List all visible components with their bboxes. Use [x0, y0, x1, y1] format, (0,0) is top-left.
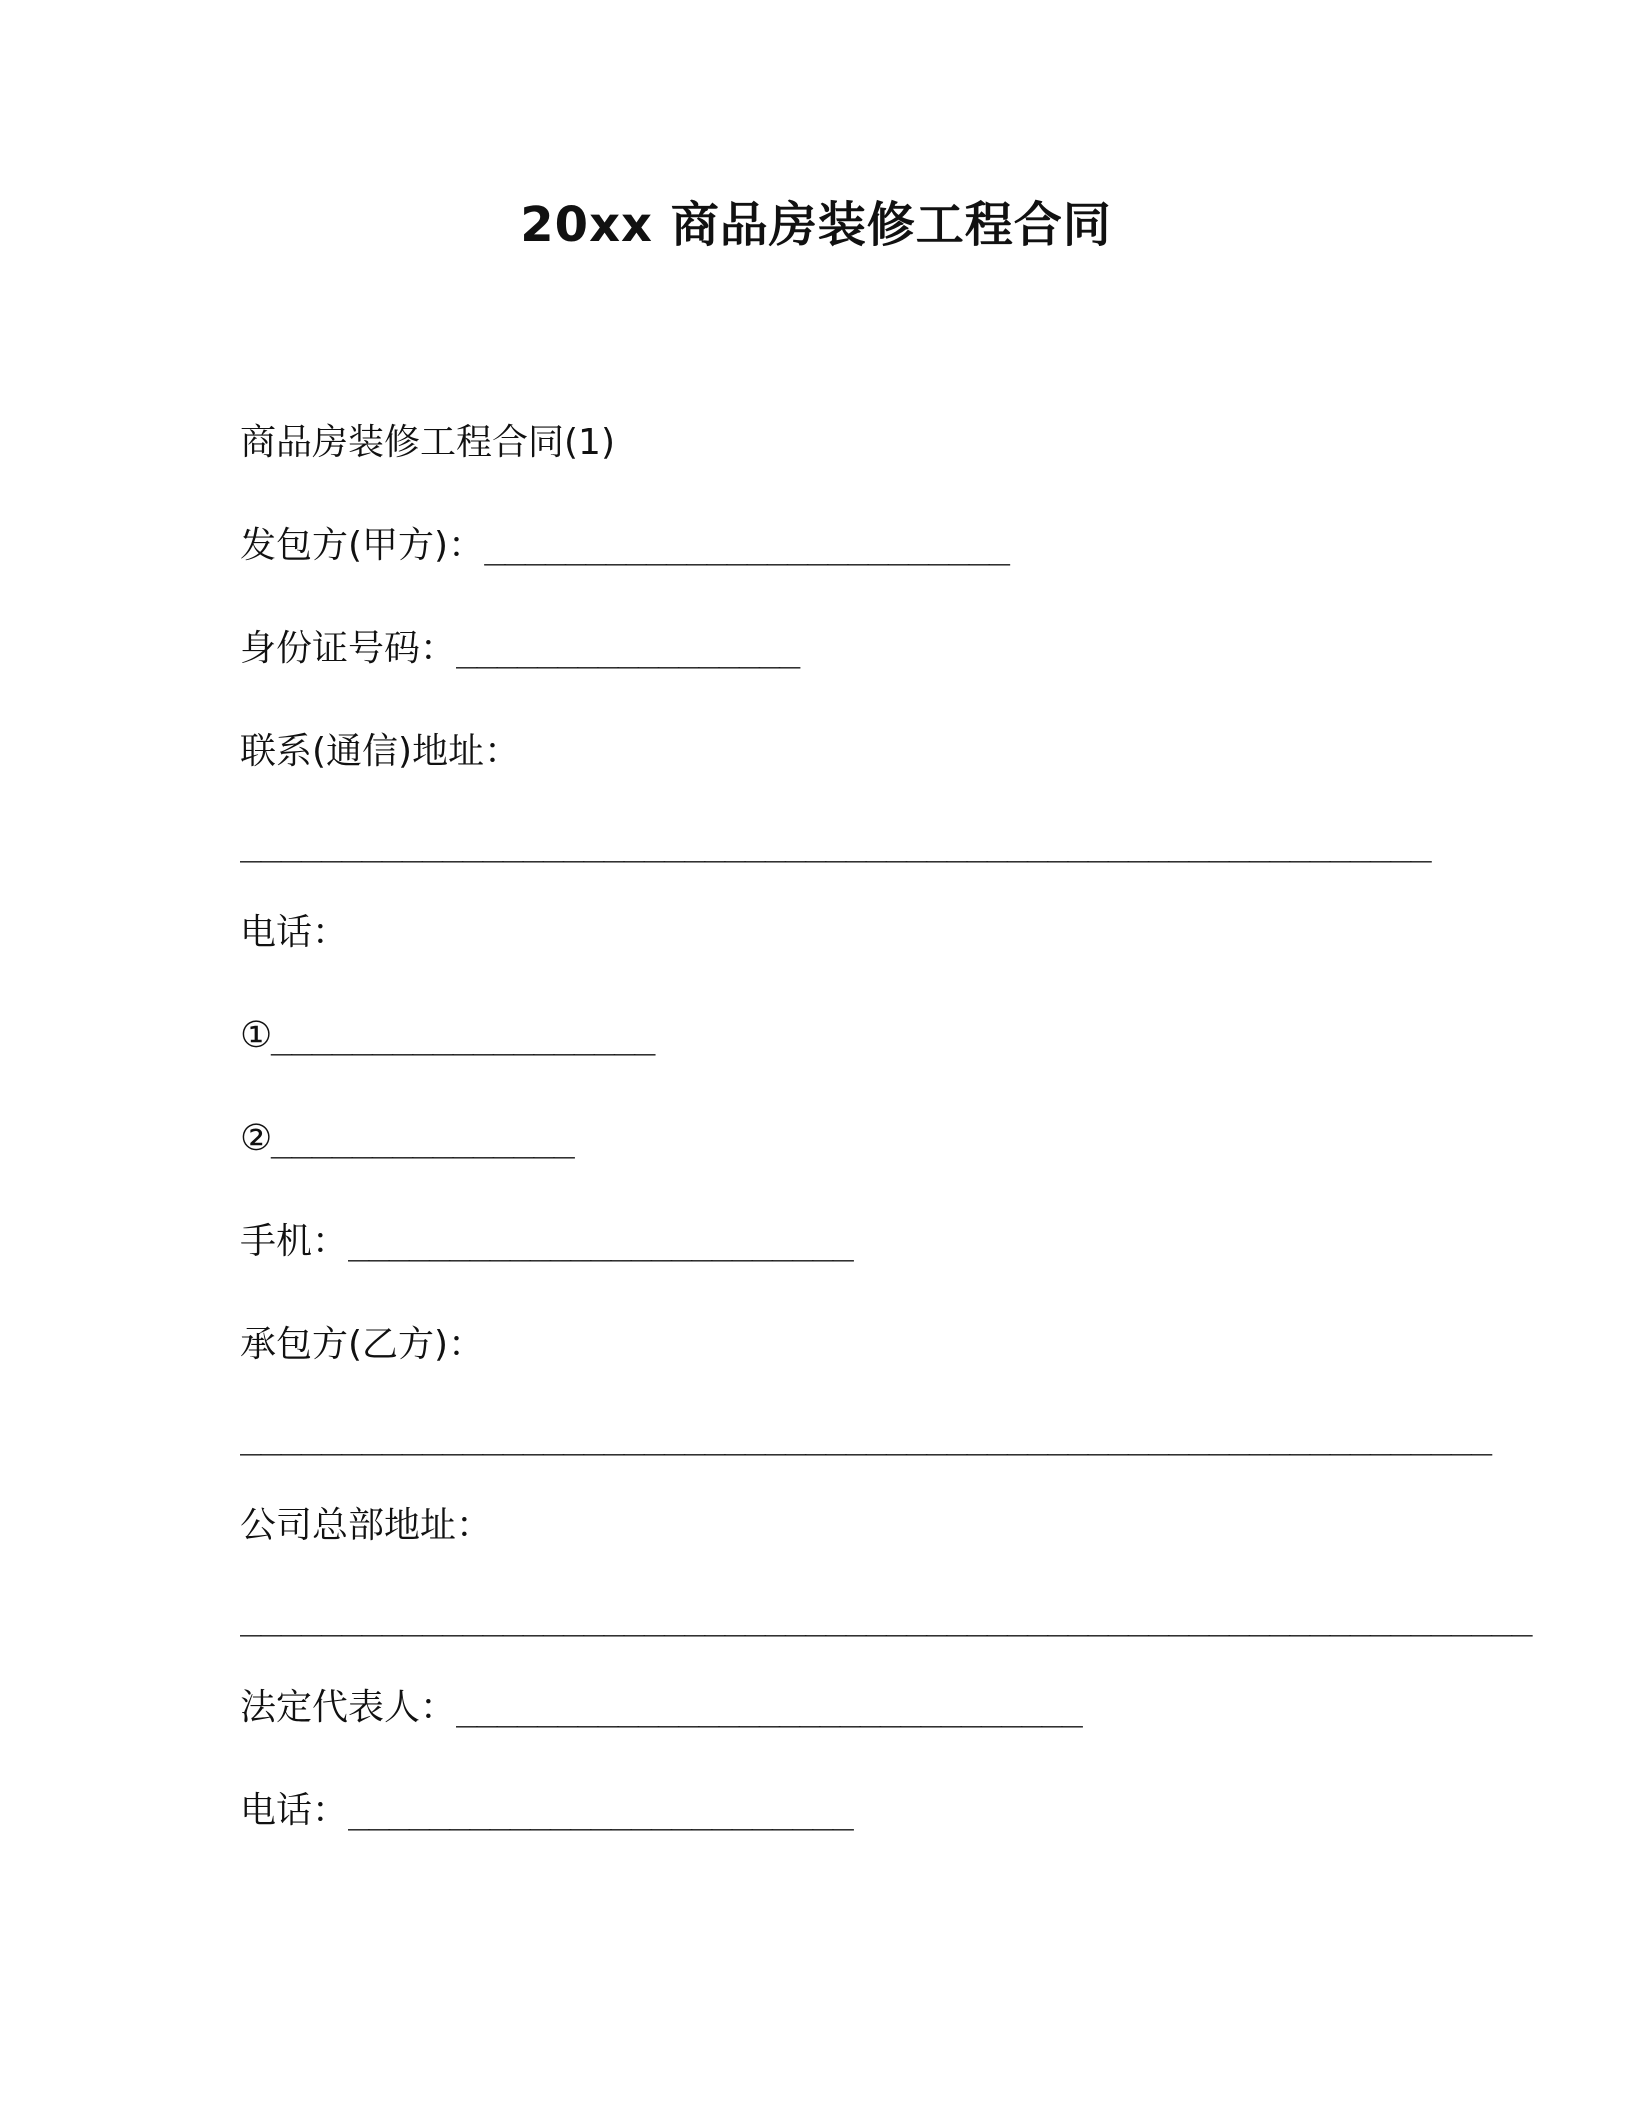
document-title: 20xx 商品房装修工程合同 — [520, 197, 1112, 253]
legal-rep-label: 法定代表人： — [240, 1687, 457, 1728]
phone-label: 电话： — [240, 912, 349, 953]
party-a-blank: __________________________ — [484, 525, 1009, 566]
contract-heading: 商品房装修工程合同(1) — [240, 422, 615, 463]
legal-rep-field — [240, 1680, 1081, 1736]
party-b-phone-label: 电话： — [240, 1790, 349, 1831]
party-b-phone-field — [240, 1783, 852, 1839]
hq-address-blank: ________________________________________________________________ — [240, 1596, 1532, 1637]
id-number-label: 身份证号码： — [240, 628, 457, 669]
mobile-field — [240, 1214, 852, 1270]
mobile-blank: _________________________ — [348, 1221, 853, 1262]
phone-1-blank: ①___________________ — [240, 1015, 655, 1056]
party-b-label: 承包方(乙方)： — [240, 1324, 485, 1365]
hq-address-label: 公司总部地址： — [240, 1505, 493, 1546]
id-number-field — [240, 621, 799, 677]
party-a-field — [240, 518, 1009, 574]
address-label: 联系(通信)地址： — [240, 731, 521, 772]
party-b-phone-blank: _________________________ — [348, 1790, 853, 1831]
mobile-label: 手机： — [240, 1221, 349, 1262]
party-a-label: 发包方(甲方)： — [240, 525, 485, 566]
phone-2-blank: ②_______________ — [240, 1118, 574, 1159]
legal-rep-blank: _______________________________ — [456, 1687, 1082, 1728]
id-number-blank: _________________ — [456, 628, 799, 669]
party-b-blank: ______________________________________________________________ — [240, 1415, 1491, 1456]
address-blank: ___________________________________________________________ — [240, 822, 1431, 863]
